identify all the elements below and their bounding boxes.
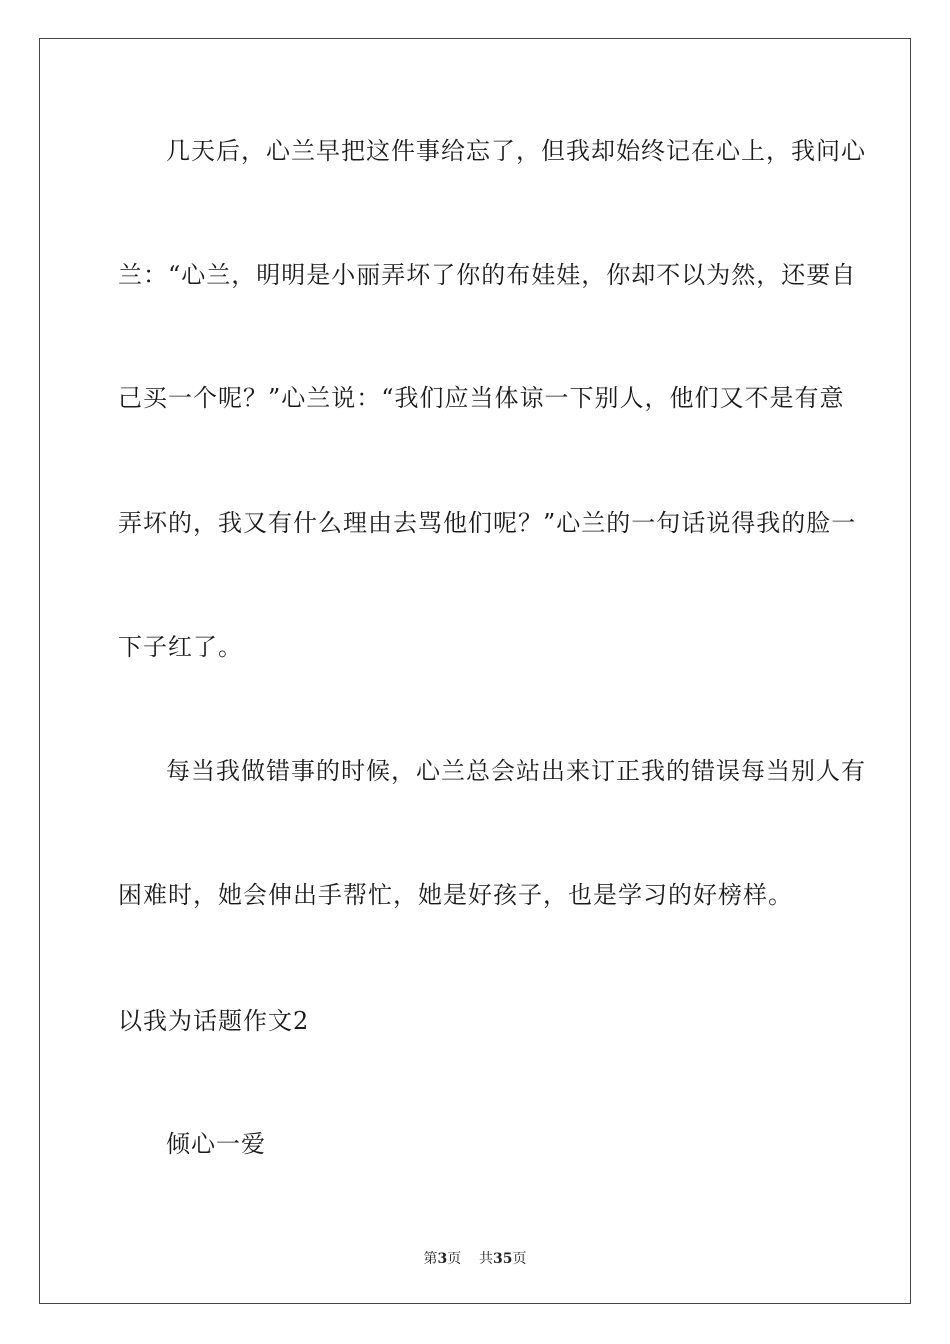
paragraph-2-line-2: 困难时，她会伸出手帮忙，她是好孩子，也是学习的好榜样。 — [118, 881, 793, 909]
paragraph-2-line-1: 每当我做错事的时候，心兰总会站出来订正我的错误每当别人有 — [166, 757, 866, 785]
total-prefix: 共 — [479, 1251, 494, 1267]
page-frame — [39, 38, 911, 1304]
page-footer — [0, 1248, 950, 1268]
paragraph-1-line-3: 己买一个呢？”心兰说：“我们应当体谅一下别人，他们又不是有意 — [118, 384, 845, 412]
total-suffix: 页 — [512, 1251, 527, 1267]
total-pages: 35 — [493, 1251, 513, 1267]
paragraph-1-line-2: 兰：“心兰，明明是小丽弄坏了你的布娃娃，你却不以为然，还要自 — [118, 261, 857, 289]
paragraph-1-line-1: 几天后，心兰早把这件事给忘了，但我却始终记在心上，我问心 — [166, 137, 866, 165]
page-number: 3 — [437, 1251, 448, 1267]
essay-heading: 以我为话题作文2 — [118, 1007, 310, 1035]
page-label-prefix: 第 — [423, 1251, 438, 1267]
paragraph-1-line-4: 弄坏的，我又有什么理由去骂他们呢？”心兰的一句话说得我的脸一 — [118, 509, 857, 537]
essay-subtitle: 倾心一爱 — [166, 1130, 266, 1158]
page-label-suffix: 页 — [447, 1251, 462, 1267]
paragraph-1-line-5: 下子红了。 — [118, 633, 243, 661]
